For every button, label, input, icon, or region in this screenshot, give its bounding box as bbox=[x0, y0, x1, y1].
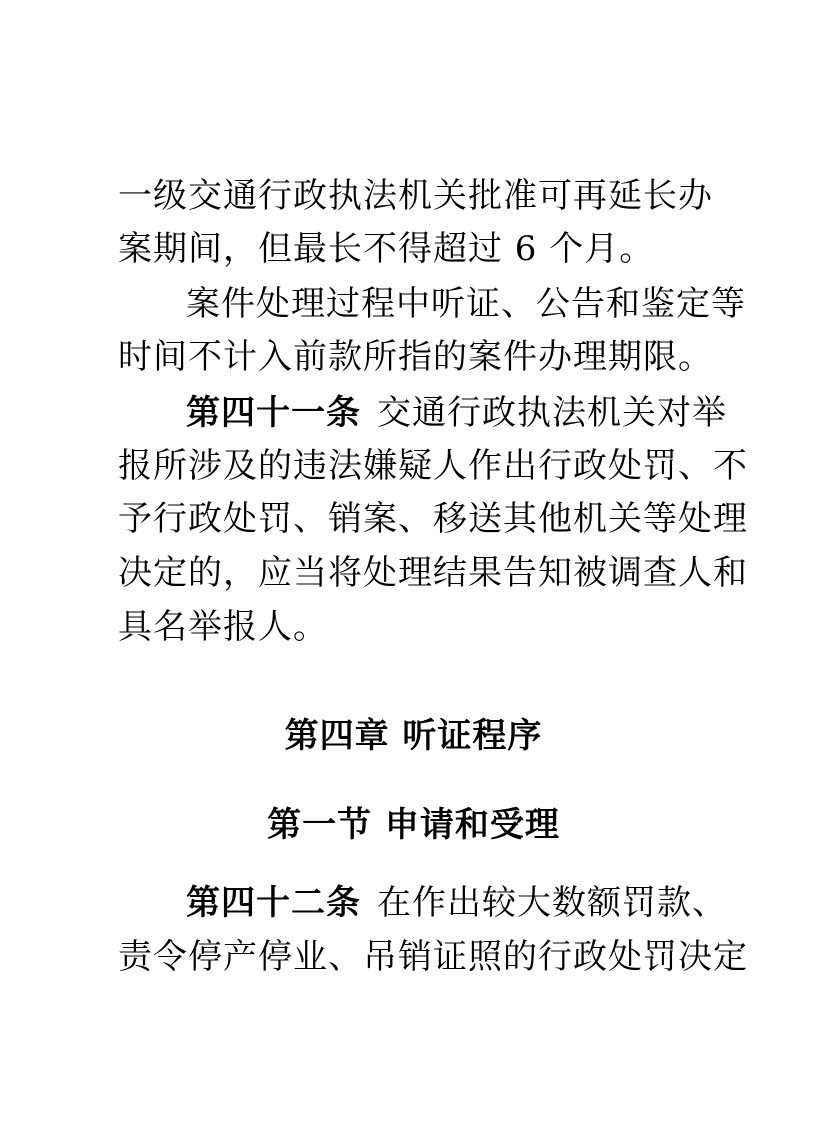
text-line-7: 予行政处罚、销案、移送其他机关等处理 bbox=[118, 499, 748, 539]
article-42-label: 第四十二条 bbox=[186, 883, 361, 923]
text-line-3: 案件处理过程中听证、公告和鉴定等 bbox=[186, 284, 746, 324]
text-line-1: 一级交通行政执法机关批准可再延长办 bbox=[118, 176, 713, 216]
text-line-8: 决定的，应当将处理结果告知被调查人和 bbox=[118, 553, 748, 593]
article-41-first-line bbox=[186, 393, 727, 433]
text-line-9: 具名举报人。 bbox=[118, 607, 328, 647]
article-41-label: 第四十一条 bbox=[186, 393, 361, 433]
article-42-text: 在作出较大数额罚款、 bbox=[377, 883, 727, 923]
text-line-11: 责令停产停业、吊销证照的行政处罚决定 bbox=[118, 937, 748, 977]
text-line-2: 案期间，但最长不得超过 6 个月。 bbox=[118, 229, 655, 269]
article-41-text: 交通行政执法机关对举 bbox=[377, 393, 727, 433]
article-42-first-line bbox=[186, 883, 727, 923]
text-line-6: 报所涉及的违法嫌疑人作出行政处罚、不 bbox=[118, 446, 748, 486]
section-heading: 第一节 申请和受理 bbox=[267, 805, 560, 845]
text-line-4: 时间不计入前款所指的案件办理期限。 bbox=[118, 337, 713, 377]
chapter-heading: 第四章 听证程序 bbox=[284, 716, 543, 756]
